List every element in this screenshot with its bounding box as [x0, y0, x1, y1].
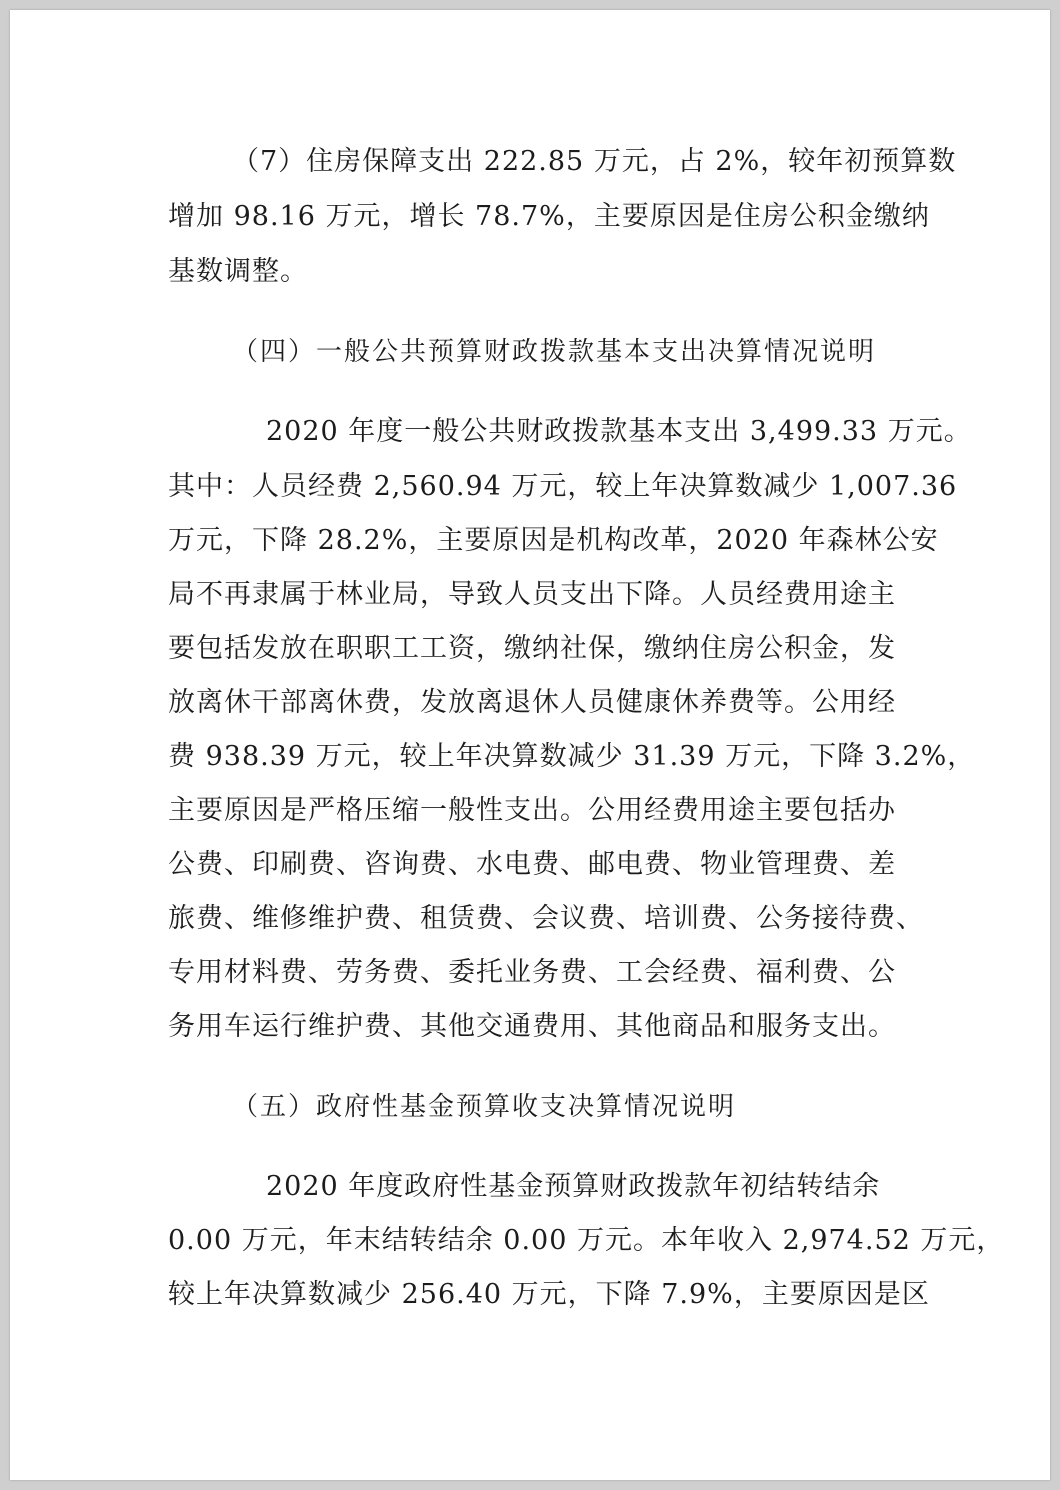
- section-heading: （五）政府性基金预算收支决算情况说明: [232, 1092, 737, 1122]
- text-line: 主要原因是严格压缩一般性支出。公用经费用途主要包括办: [168, 795, 896, 826]
- text-line: 增加 98.16 万元，增长 78.7%，主要原因是住房公积金缴纳: [168, 201, 930, 232]
- text-line: 基数调整。: [168, 256, 308, 287]
- text-line: 要包括发放在职职工工资，缴纳社保，缴纳住房公积金，发: [168, 633, 896, 664]
- text-line: 局不再隶属于林业局，导致人员支出下降。人员经费用途主: [168, 579, 896, 610]
- section-heading: （四）一般公共预算财政拨款基本支出决算情况说明: [232, 337, 877, 367]
- text-line: 较上年决算数减少 256.40 万元，下降 7.9%，主要原因是区: [168, 1279, 930, 1310]
- text-line: 0.00 万元，年末结转结余 0.00 万元。本年收入 2,974.52 万元，: [168, 1225, 1005, 1256]
- text-line: 其中：人员经费 2,560.94 万元，较上年决算数减少 1,007.36: [168, 471, 958, 502]
- text-line: （7）住房保障支出 222.85 万元，占 2%，较年初预算数: [232, 146, 957, 177]
- text-line: 公费、印刷费、咨询费、水电费、邮电费、物业管理费、差: [168, 849, 896, 880]
- text-line: 专用材料费、劳务费、委托业务费、工会经费、福利费、公: [168, 957, 896, 988]
- text-line: 万元，下降 28.2%，主要原因是机构改革，2020 年森林公安: [168, 525, 939, 556]
- document-page: [10, 10, 1050, 1480]
- text-line: 务用车运行维护费、其他交通费用、其他商品和服务支出。: [168, 1011, 896, 1042]
- text-line: 2020 年度政府性基金预算财政拨款年初结转结余: [266, 1171, 881, 1202]
- text-line: 费 938.39 万元，较上年决算数减少 31.39 万元，下降 3.2%，: [168, 741, 976, 772]
- text-line: 旅费、维修维护费、租赁费、会议费、培训费、公务接待费、: [168, 903, 924, 934]
- text-line: 放离休干部离休费，发放离退休人员健康休养费等。公用经: [168, 687, 896, 718]
- text-line: 2020 年度一般公共财政拨款基本支出 3,499.33 万元。: [266, 416, 972, 447]
